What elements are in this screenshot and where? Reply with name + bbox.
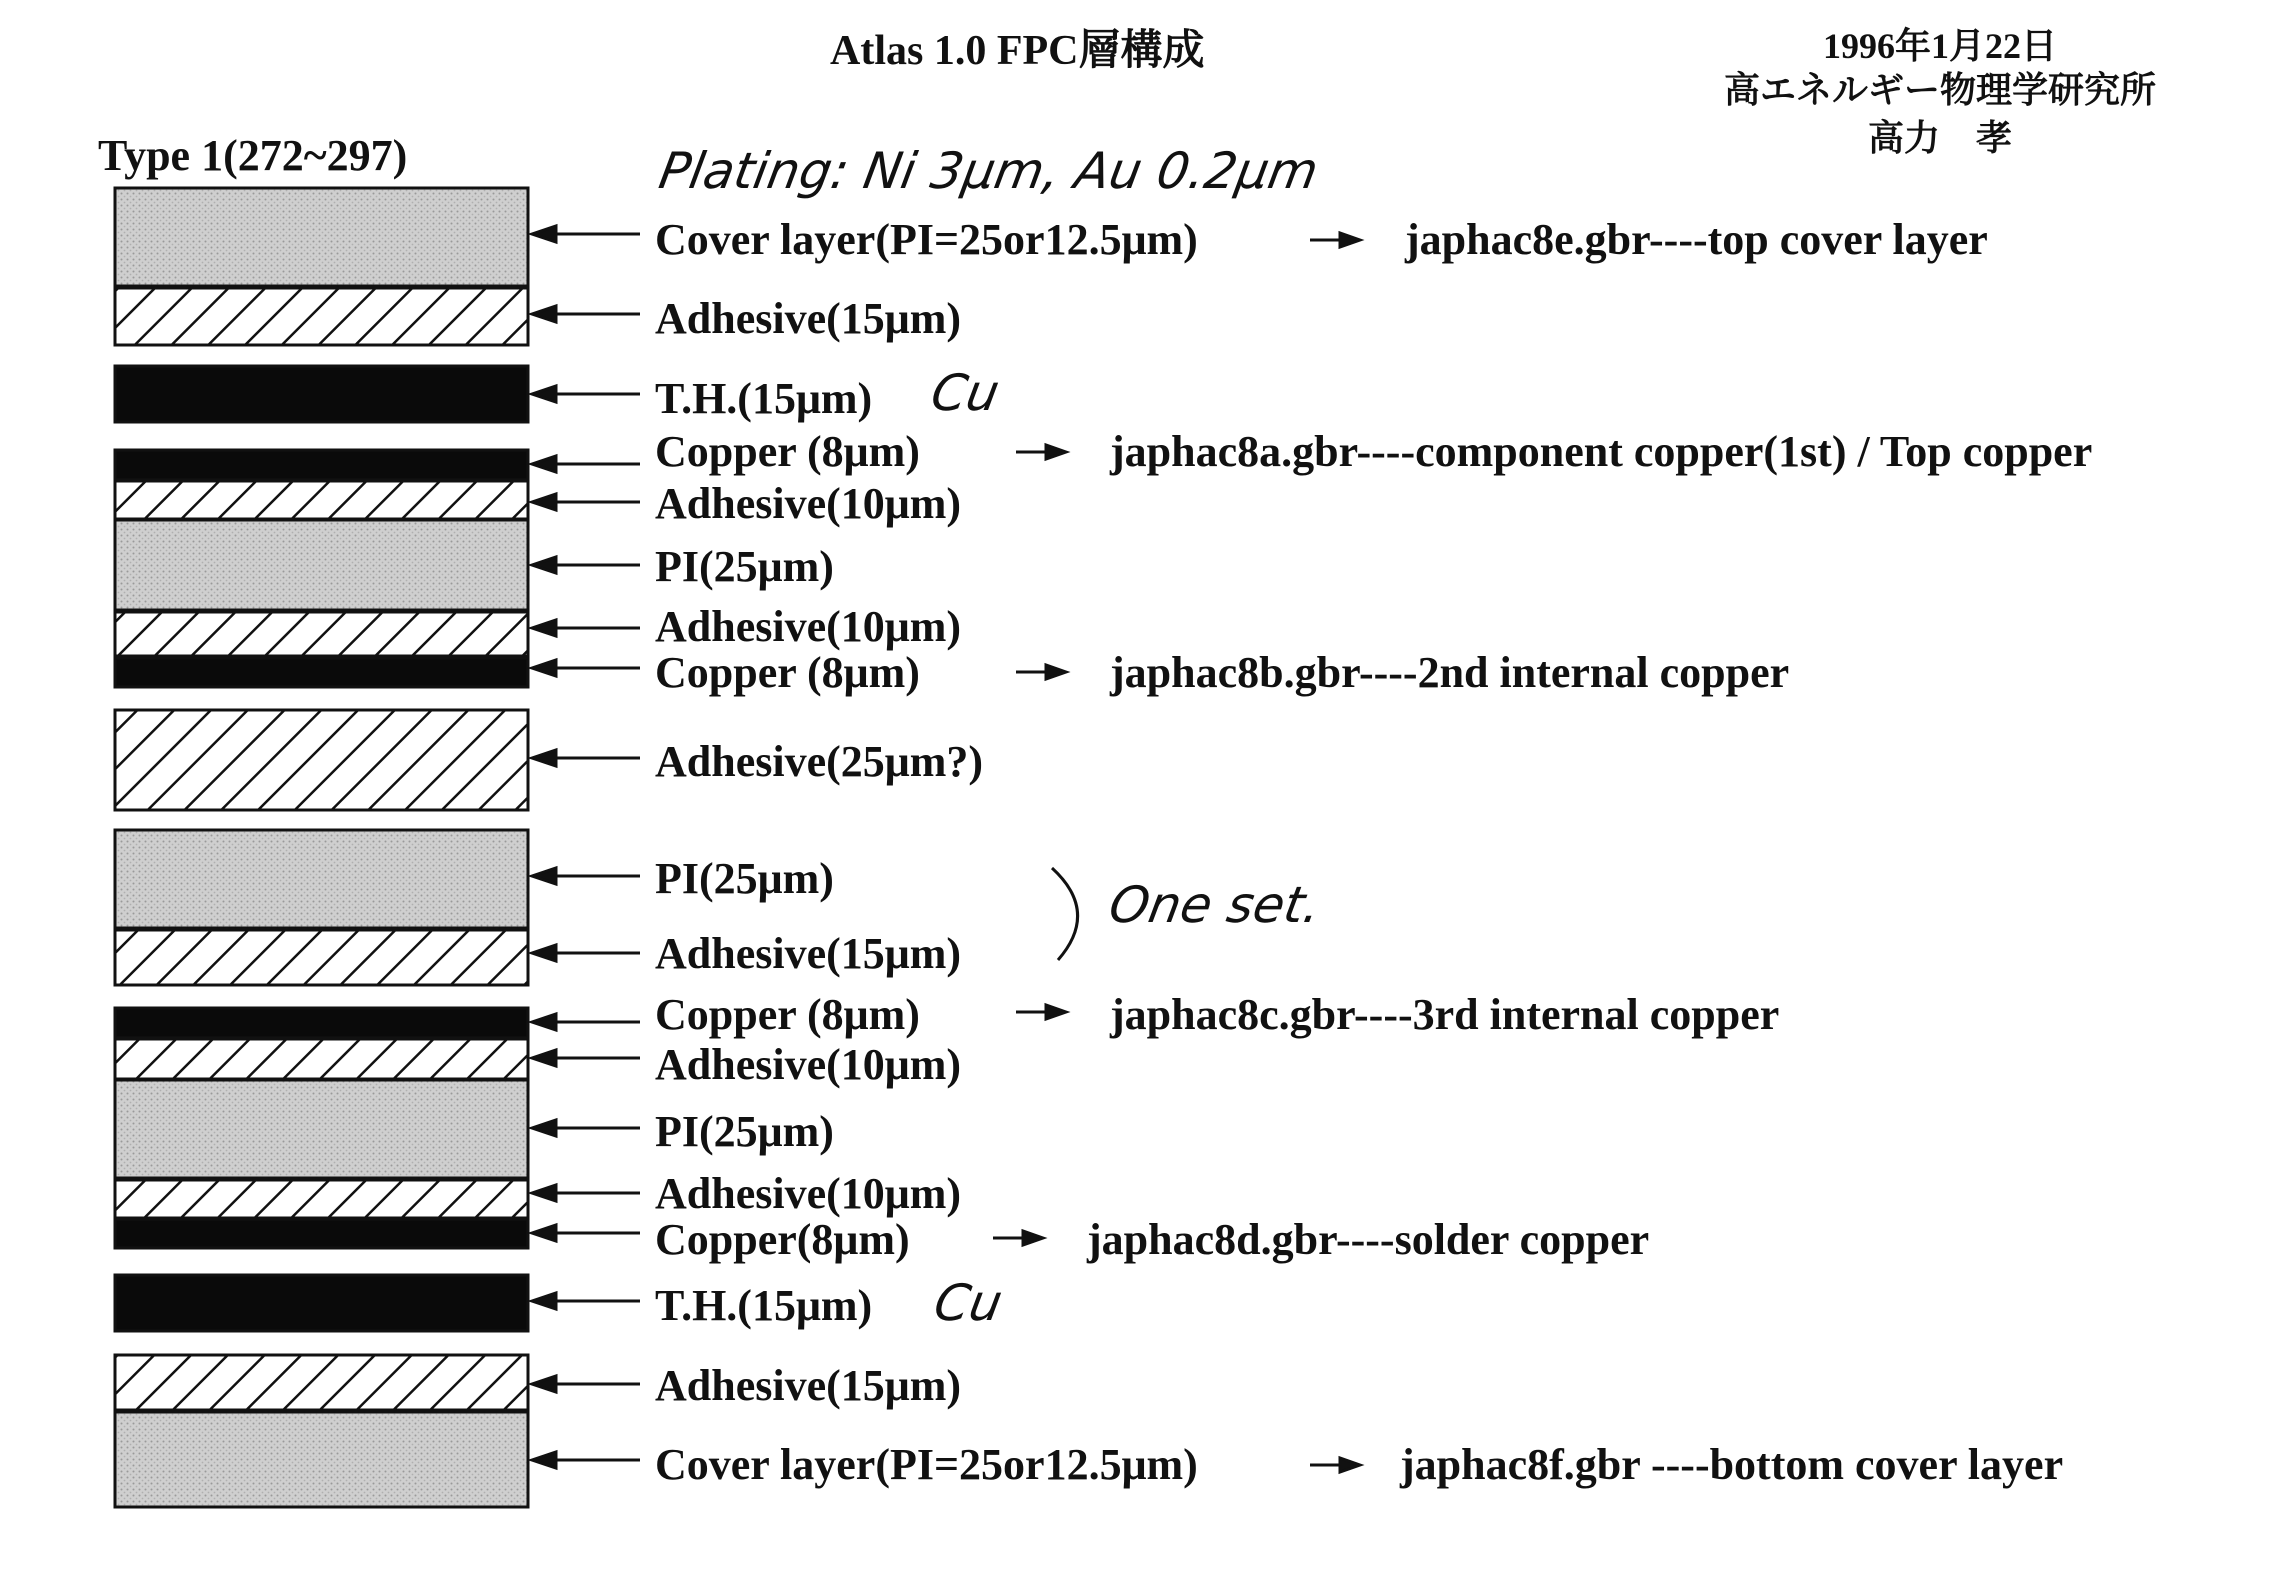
layer-block-th-top xyxy=(115,366,528,422)
layer-label-adhesive-15-bottom: Adhesive(15μm) xyxy=(655,1361,962,1410)
layer-block-pi-2 xyxy=(115,830,528,928)
one-set-bracket xyxy=(1052,868,1078,960)
layer-label-copper-4: Copper(8μm) xyxy=(655,1215,910,1264)
layer-label-copper-1: Copper (8μm) xyxy=(655,427,920,476)
layer-label-pi-2: PI(25μm) xyxy=(655,854,834,903)
gerber-file-copper-1: japhac8a.gbr----component copper(1st) / Top copper xyxy=(1110,427,2093,476)
layer-label-adhesive-10-d: Adhesive(10μm) xyxy=(655,1169,962,1218)
layer-block-pi-3 xyxy=(115,1080,528,1178)
layer-label-adhesive-15-mid: Adhesive(15μm) xyxy=(655,929,962,978)
layer-label-adhesive-10-c: Adhesive(10μm) xyxy=(655,1040,962,1089)
layer-block-copper-1 xyxy=(115,450,528,480)
layer-block-cover-bottom xyxy=(115,1412,528,1507)
header-institute: 高エネルギー物理学研究所 xyxy=(1723,70,2156,110)
layer-block-cover-top xyxy=(115,188,528,286)
layer-block-adhesive-15-top xyxy=(115,288,528,345)
file-arrows xyxy=(993,233,1360,1472)
layer-label-pi-3: PI(25μm) xyxy=(655,1107,834,1156)
layer-label-th-top: T.H.(15μm) xyxy=(655,374,873,423)
plating-note: Plating: Ni 3μm, Au 0.2μm xyxy=(654,142,1323,200)
one-set-note: One set. xyxy=(1104,876,1326,934)
layer-label-adhesive-15-top: Adhesive(15μm) xyxy=(655,294,962,343)
layer-block-adhesive-10-b xyxy=(115,612,528,656)
type-label: Type 1(272~297) xyxy=(98,131,408,180)
layer-block-adhesive-25 xyxy=(115,710,528,810)
layer-block-adhesive-15-mid xyxy=(115,930,528,985)
layer-arrows xyxy=(532,226,640,1468)
layer-label-adhesive-10-b: Adhesive(10μm) xyxy=(655,602,962,651)
gerber-file-copper-2: japhac8b.gbr----2nd internal copper xyxy=(1110,648,1790,697)
layer-label-pi-1: PI(25μm) xyxy=(655,542,834,591)
layer-block-copper-3 xyxy=(115,1008,528,1038)
gerber-file-copper-3: japhac8c.gbr----3rd internal copper xyxy=(1110,990,1780,1039)
layer-label-adhesive-10-a: Adhesive(10μm) xyxy=(655,479,962,528)
layer-block-adhesive-10-d xyxy=(115,1180,528,1218)
layer-label-copper-3: Copper (8μm) xyxy=(655,990,920,1039)
layer-label-copper-2: Copper (8μm) xyxy=(655,648,920,697)
layer-label-cover-top: Cover layer(PI=25or12.5μm) xyxy=(655,215,1198,264)
gerber-file-top-cover: japhac8e.gbr----top cover layer xyxy=(1405,215,1988,264)
layer-label-th-bottom: T.H.(15μm) xyxy=(655,1281,873,1330)
layer-block-adhesive-10-c xyxy=(115,1039,528,1079)
header-date: 1996年1月22日 xyxy=(1822,26,2057,66)
layer-block-copper-2 xyxy=(115,658,528,687)
cu-note-bottom: Cu xyxy=(929,1274,1007,1332)
gerber-file-bottom-cover: japhac8f.gbr ----bottom cover layer xyxy=(1400,1440,2064,1489)
layer-block-pi-1 xyxy=(115,520,528,610)
cu-note-top: Cu xyxy=(926,364,1004,422)
layer-block-th-bottom xyxy=(115,1275,528,1331)
page-title: Atlas 1.0 FPC層構成 xyxy=(830,28,1205,74)
header-author: 高力 孝 xyxy=(1867,118,2012,158)
layer-block-adhesive-15-bottom xyxy=(115,1355,528,1410)
layer-block-copper-4 xyxy=(115,1219,528,1248)
gerber-file-copper-4: japhac8d.gbr----solder copper xyxy=(1087,1215,1650,1264)
layer-label-adhesive-25: Adhesive(25μm?) xyxy=(655,737,984,786)
layer-label-cover-bottom: Cover layer(PI=25or12.5μm) xyxy=(655,1440,1198,1489)
layer-block-adhesive-10-a xyxy=(115,481,528,519)
